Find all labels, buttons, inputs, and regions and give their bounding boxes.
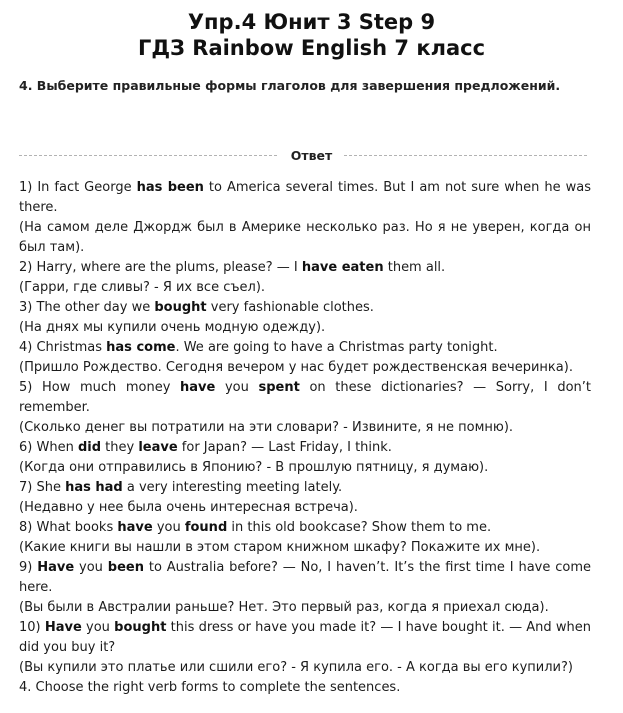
answer-verb-form: Have — [44, 620, 82, 635]
answer-text: (Вы были в Австралии раньше? Нет. Это первый раз, когда я приехал сюда). — [19, 600, 549, 615]
answer-text: 3) The other day we — [19, 300, 155, 315]
answer-line — [19, 518, 591, 538]
answer-line — [19, 378, 591, 418]
answer-text: 4) Christmas — [19, 340, 107, 355]
answer-line — [19, 618, 591, 658]
answer-heading — [0, 148, 623, 164]
answer-verb-form: Have — [37, 560, 75, 575]
answer-text: 10) — [19, 620, 45, 635]
answer-verb-form: has had — [65, 480, 123, 495]
answer-line — [19, 558, 591, 598]
answer-text: 6) When — [19, 440, 78, 455]
answer-text: in this old bookcase? Show them to me. — [227, 520, 492, 535]
answer-text: (Какие книги вы нашли в этом старом книжном шкафу? Покажите их мне). — [19, 540, 541, 555]
answer-text: 2) Harry, where are the plums, please? — I — [19, 260, 302, 275]
answer-text: (Гарри, где сливы? - Я их все съел). — [19, 280, 266, 295]
answer-text: (Когда они отправились в Японию? - В прошлую пятницу, я думаю). — [19, 460, 489, 475]
answer-line — [19, 318, 591, 338]
answer-line — [19, 258, 591, 278]
answer-text: a very interesting meeting lately. — [122, 480, 343, 495]
answer-text: on these dictionaries? — Sorry, I don’t remember. — [19, 380, 591, 415]
answer-text: (Пришло Рождество. Сегодня вечером у нас будет рождественская вечеринка). — [19, 360, 573, 375]
answer-text: you — [74, 560, 108, 575]
answer-line — [19, 538, 591, 558]
answer-text: . We are going to have a Christmas party tonight. — [175, 340, 498, 355]
answer-line — [19, 438, 591, 458]
answer-verb-form: leave — [138, 440, 178, 455]
answer-line — [19, 598, 591, 618]
answer-text: 8) What books — [19, 520, 118, 535]
answer-text: you — [215, 380, 259, 395]
answer-text: this dress or have you made it? — I have bought it. — And when did you buy it? — [19, 620, 592, 655]
answer-line — [19, 298, 591, 318]
answer-verb-form: found — [184, 520, 228, 535]
answer-text: (Сколько денег вы потратили на эти словари? - Извините, я не помню). — [19, 420, 514, 435]
answer-text: they — [101, 440, 139, 455]
answer-text: for Japan? — Last Friday, I think. — [177, 440, 392, 455]
answer-text: you — [81, 620, 115, 635]
answer-text: them all. — [383, 260, 446, 275]
answer-text: 9) — [19, 560, 38, 575]
task-text-english: 4. Choose the right verb forms to complete the sentences. — [19, 680, 401, 695]
answer-text: 7) She — [19, 480, 66, 495]
answer-verb-form: spent — [258, 380, 300, 395]
answer-text: (Вы купили это платье или сшили его? - Я купила его. - А когда вы его купили?) — [19, 660, 573, 675]
answer-verb-form: did — [77, 440, 102, 455]
answer-text: to America several times. But I am not sure when he was there. — [19, 180, 591, 215]
answer-line — [19, 418, 591, 438]
answer-line — [19, 338, 591, 358]
answer-verb-form: have — [117, 520, 153, 535]
answer-list — [19, 178, 591, 678]
answer-text: you — [152, 520, 185, 535]
answer-line — [19, 278, 591, 298]
answer-line — [19, 498, 591, 518]
answer-heading-label: Ответ — [279, 148, 345, 163]
answer-line — [19, 218, 591, 258]
answer-verb-form: bought — [154, 300, 207, 315]
answer-text: (На самом деле Джордж был в Америке несколько раз. Но я не уверен, когда он был там). — [19, 220, 591, 255]
answer-text: 5) How much money — [19, 380, 181, 395]
answer-text: very fashionable clothes. — [206, 300, 374, 315]
answer-verb-form: have eaten — [301, 260, 384, 275]
answer-verb-form: has come — [106, 340, 176, 355]
answer-line — [19, 478, 591, 498]
page-title: Упр.4 Юнит 3 Step 9 — [187, 10, 436, 34]
page-subtitle: ГДЗ Rainbow English 7 класс — [137, 36, 486, 60]
answer-verb-form: has been — [136, 180, 204, 195]
answer-text: 1) In fact George — [19, 180, 137, 195]
answer-verb-form: have — [180, 380, 216, 395]
answer-line — [19, 178, 591, 218]
answer-text: to Australia before? — No, I haven’t. It’s the first time I have come here. — [19, 560, 591, 595]
answer-line — [19, 658, 591, 678]
answer-line — [19, 458, 591, 478]
answer-line — [19, 358, 591, 378]
answer-text: (На днях мы купили очень модную одежду). — [19, 320, 326, 335]
answer-verb-form: been — [107, 560, 144, 575]
task-text: 4. Выберите правильные формы глаголов для завершения предложений. — [19, 78, 561, 93]
answer-text: (Недавно у нее была очень интересная встреча). — [19, 500, 358, 515]
answer-verb-form: bought — [114, 620, 167, 635]
